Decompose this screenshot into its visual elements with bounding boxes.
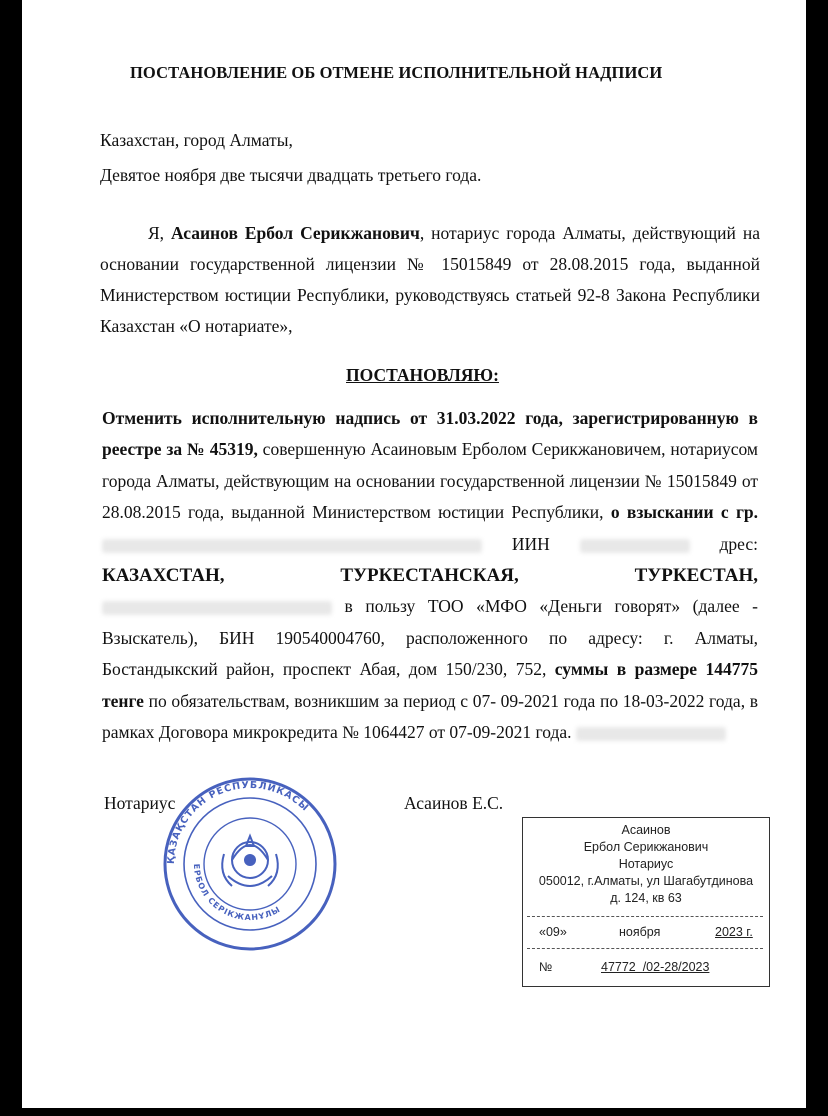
intro-paragraph <box>100 218 760 342</box>
body-bold-cancel: Отменить исполнительную надпись от 31.03.2022 года, зарегистрированную в реестре за № 45319, <box>102 408 758 460</box>
notary-name: Асаинов Ербол Серикжанович <box>171 223 420 243</box>
body-bold-address: КАЗАХСТАН, ТУРКЕСТАНСКАЯ, ТУРКЕСТАН, <box>102 565 758 587</box>
stamp-number-row <box>523 959 769 979</box>
notary-seal-icon <box>162 776 338 952</box>
document-title: ПОСТАНОВЛЕНИЕ ОБ ОТМЕНЕ ИСПОЛНИТЕЛЬНОЙ НАДПИСИ <box>130 63 663 82</box>
stamp-date-row <box>523 924 769 944</box>
registry-stamp <box>522 817 770 987</box>
stamp-line: д. 124, кв 63 <box>610 891 682 905</box>
stamp-year: 2023 г. <box>715 925 753 939</box>
body-bold-amount: суммы в размере 144775 тенге <box>102 659 758 711</box>
intro-i: Я, <box>148 223 165 243</box>
stamp-day: «09» <box>539 925 567 939</box>
notary-label: Нотариус <box>104 793 176 813</box>
stamp-month: ноября <box>619 925 661 939</box>
seal-inner-text: ЕРБОЛ СЕРІКЖАНҰЛЫ <box>191 863 283 923</box>
body-text-3: по обязательствам, возникшим за период с 07- 09-2021 года по 18-03-2022 года, в рамках Договора микрокредита № 1064427 от 07-09-2021 года. <box>102 690 758 743</box>
stamp-notary-info <box>523 822 769 907</box>
redacted-line <box>576 727 726 741</box>
place-and-date <box>100 123 780 193</box>
body-text-1: совершенную Асаиновым Ерболом Серикжановичем, нотариусом города Алматы, действующим на основании государственной лицензии № 15015849 от 28.08.2015 года, выданной Министерством юстиции Республики, <box>102 439 758 523</box>
document-date: Девятое ноября две тысячи двадцать третьего года. <box>100 165 482 185</box>
stamp-line: Нотариус <box>618 857 674 871</box>
redacted-debtor-name <box>102 539 482 553</box>
stamp-line: 050012, г.Алматы, ул Шагабутдинова <box>538 874 754 888</box>
body-bold-recovery: о взыскании с гр. <box>610 502 759 523</box>
body-text-2: в пользу ТОО «МФО «Деньги говорят» (далее - Взыскатель), БИН 190540004760, расположенного по адресу: г. Алматы, Бостандыкский район, проспект Абая, дом 150/230, 752, <box>102 596 758 680</box>
stamp-divider <box>527 916 763 917</box>
redacted-address <box>102 601 332 615</box>
intro-rest: , нотариус города Алматы, действующий на основании государственной лицензии № 15015849 от 28.08.2015 года, выданной Министерством юстиции Республики, руководствуясь статьей 92-8 Закона Республики Казахстан «О нотариате», <box>100 223 760 336</box>
stamp-number-label: № <box>539 960 553 974</box>
decree-heading: ПОСТАНОВЛЯЮ: <box>346 365 499 385</box>
redacted-iin <box>580 539 690 553</box>
stamp-divider <box>527 948 763 949</box>
document-place: Казахстан, город Алматы, <box>100 130 293 150</box>
seal-outer-text: ҚАЗАҚСТАН РЕСПУБЛИКАСЫ <box>165 779 311 865</box>
stamp-line: Ербол Серикжанович <box>583 840 709 854</box>
stamp-number: 47772 /02-28/2023 <box>601 960 710 974</box>
document-page <box>22 0 806 1108</box>
stamp-line: Асаинов <box>621 823 671 837</box>
decree-body <box>102 403 758 748</box>
body-iin-label: ИИН <box>511 533 580 554</box>
body-address-fragment: дрес: <box>719 533 758 554</box>
notary-signature-name: Асаинов Е.С. <box>404 793 504 813</box>
